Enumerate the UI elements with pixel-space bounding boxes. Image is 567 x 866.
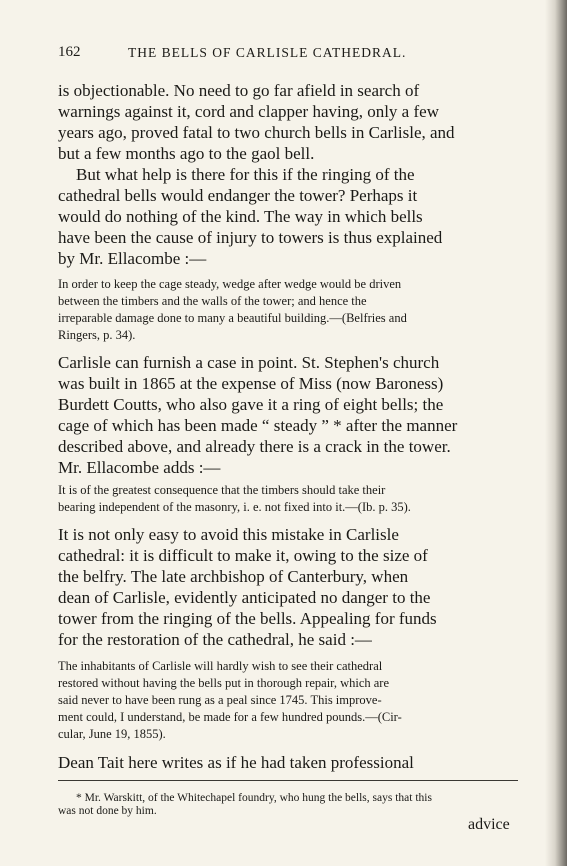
text-line: Carlisle can furnish a case in point. St. Stephen's church [58, 353, 440, 372]
text-line: cathedral bells would endanger the tower? Perhaps it [58, 186, 418, 205]
quote-line: bearing independent of the masonry, i. e. not fixed into it.—(Ib. p. 35). [58, 500, 411, 514]
text-line: Burdett Coutts, who also gave it a ring of eight bells; the [58, 395, 444, 414]
text-line: have been the cause of injury to towers is thus explained [58, 228, 443, 247]
text-line: would do nothing of the kind. The way in which bells [58, 207, 423, 226]
text-line: dean of Carlisle, evidently anticipated no danger to the [58, 588, 431, 607]
text-line: the belfry. The late archbishop of Canterbury, when [58, 567, 409, 586]
paragraph-3 [58, 352, 518, 478]
text-line: was built in 1865 at the expense of Miss (now Baroness) [58, 374, 444, 393]
quote-line: The inhabitants of Carlisle will hardly wish to see their cathedral [58, 659, 383, 673]
quote-line: irreparable damage done to many a beautiful building.—(Belfries and [58, 311, 407, 325]
quote-line: It is of the greatest consequence that the timbers should take their [58, 483, 386, 497]
footnote-line: was not done by him. [58, 805, 157, 817]
text-line: Mr. Ellacombe adds :— [58, 458, 221, 477]
text-line: is objectionable. No need to go far afield in search of [58, 81, 420, 100]
page-number: 162 [58, 44, 81, 60]
block-quote-3 [58, 658, 518, 743]
text-line: cathedral: it is difficult to make it, owing to the size of [58, 546, 428, 565]
paragraph-4 [58, 524, 518, 650]
text-line: for the restoration of the cathedral, he said :— [58, 630, 372, 649]
page-edge-shadow [545, 0, 567, 866]
running-title: THE BELLS OF CARLISLE CATHEDRAL. [128, 45, 407, 60]
text-line: tower from the ringing of the bells. Appealing for funds [58, 609, 437, 628]
text-line: described above, and already there is a crack in the tower. [58, 437, 451, 456]
footnote-line: * Mr. Warskitt, of the Whitechapel foundry, who hung the bells, says that this [76, 792, 432, 804]
quote-line: between the timbers and the walls of the tower; and hence the [58, 294, 367, 308]
text-line: But what help is there for this if the ringing of the [76, 165, 415, 184]
text-line: warnings against it, cord and clapper having, only a few [58, 102, 439, 121]
quote-line: ment could, I understand, be made for a few hundred pounds.—(Cir- [58, 710, 402, 724]
text-line: It is not only easy to avoid this mistake in Carlisle [58, 525, 399, 544]
paragraph-5 [58, 752, 518, 773]
quote-line: Ringers, p. 34). [58, 328, 136, 342]
quote-line: In order to keep the cage steady, wedge after wedge would be driven [58, 277, 402, 291]
footnote-rule [58, 780, 518, 781]
footnote [58, 792, 518, 818]
quote-line: restored without having the bells put in thorough repair, which are [58, 676, 390, 690]
text-line: cage of which has been made “ steady ” * after the manner [58, 416, 458, 435]
paragraph-2 [58, 164, 518, 269]
text-line: years ago, proved fatal to two church bells in Carlisle, and [58, 123, 455, 142]
quote-line: said never to have been rung as a peal since 1745. This improve- [58, 693, 382, 707]
running-header [58, 44, 518, 64]
quote-line: cular, June 19, 1855). [58, 727, 166, 741]
catchword: advice [468, 816, 510, 833]
block-quote-1 [58, 276, 518, 344]
text-line: but a few months ago to the gaol bell. [58, 144, 315, 163]
paragraph-1 [58, 80, 518, 164]
block-quote-2 [58, 482, 518, 516]
text-line: Dean Tait here writes as if he had taken professional [58, 753, 414, 772]
text-line: by Mr. Ellacombe :— [58, 249, 207, 268]
